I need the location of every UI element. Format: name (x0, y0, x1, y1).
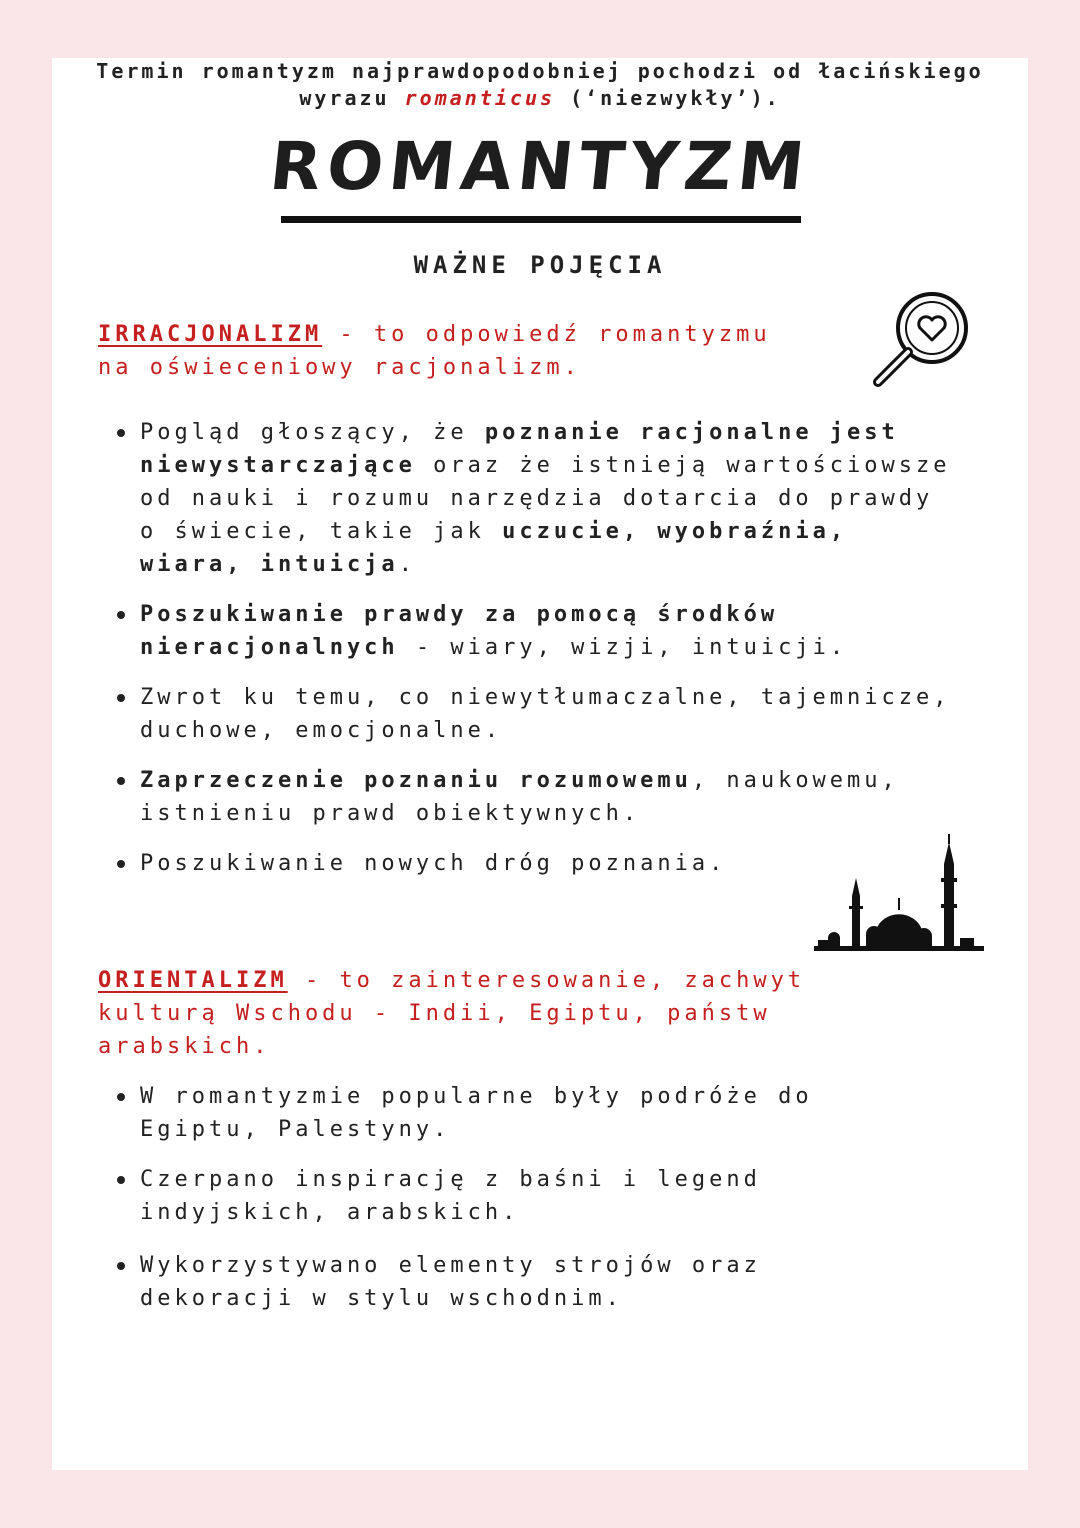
item-bold: poznanie racjonalne jest niewystarczające (140, 420, 899, 478)
intro-line-2-after: (‘niezwykły’). (555, 86, 781, 110)
intro-text (52, 58, 1028, 112)
section-heading: WAŻNE POJĘCIA (413, 251, 667, 279)
list-item (98, 1249, 918, 1315)
list-item (98, 598, 958, 664)
list-item (98, 1163, 918, 1229)
definition (98, 964, 928, 1063)
mosque-silhouette-icon (814, 834, 984, 954)
document-page (52, 58, 1028, 1470)
item-text: Czerpano inspirację z baśni i legend indyjskich, arabskich. (140, 1167, 761, 1225)
item-text: W romantyzmie popularne były podróże do Egiptu, Palestyny. (140, 1084, 813, 1142)
definition-text: - to zainteresowanie, zachwyt kulturą Wschodu - Indii, Egiptu, państw arabskich. (98, 968, 806, 1059)
section-irracjonalizm (98, 318, 998, 880)
magnifier-heart-icon (868, 288, 978, 388)
intro-latin-term: romanticus (404, 86, 556, 110)
term-label: IRRACJONALIZM (98, 322, 323, 347)
page-title: ROMANTYZM (266, 128, 814, 205)
item-text: Poszukiwanie nowych dróg poznania. (140, 851, 727, 876)
definition (98, 318, 778, 384)
item-bold: Zaprzeczenie poznaniu rozumowemu (140, 768, 692, 793)
list-item (98, 681, 958, 747)
item-text: . (398, 552, 416, 577)
intro-line-2-before: wyrazu (299, 86, 405, 110)
section-orientalizm (98, 964, 998, 1315)
list-item (98, 1080, 918, 1146)
title-divider (281, 216, 801, 223)
item-text: - wiary, wizji, intuicji. (398, 635, 848, 660)
item-text: Pogląd głoszący, że (140, 420, 485, 445)
item-bold: uczucie, wyobraźnia, wiara, intuicja (140, 519, 848, 577)
bullet-list (98, 1080, 918, 1315)
intro-line-1: Termin romantyzm najprawdopodobniej pochodzi od łacińskiego (96, 59, 984, 83)
intro-line-2 (52, 85, 1028, 112)
list-item (98, 416, 958, 581)
item-text: oraz że istnieją wartościowsze od nauki i rozumu narzędzia dotarcia do prawdy o świecie, takie jak (140, 453, 951, 544)
definition-text: - to odpowiedź romantyzmu na oświeceniowy racjonalizm. (98, 322, 771, 380)
bullet-list (98, 416, 958, 880)
item-text: , naukowemu, istnieniu prawd obiektywnych. (140, 768, 899, 826)
item-text: Zwrot ku temu, co niewytłumaczalne, tajemnicze, duchowe, emocjonalne. (140, 685, 951, 743)
item-text: Wykorzystywano elementy strojów oraz dekoracji w stylu wschodnim. (140, 1253, 761, 1311)
list-item (98, 764, 958, 830)
term-label: ORIENTALIZM (98, 968, 288, 993)
item-bold: Poszukiwanie prawdy za pomocą środków nieracjonalnych (140, 602, 779, 660)
